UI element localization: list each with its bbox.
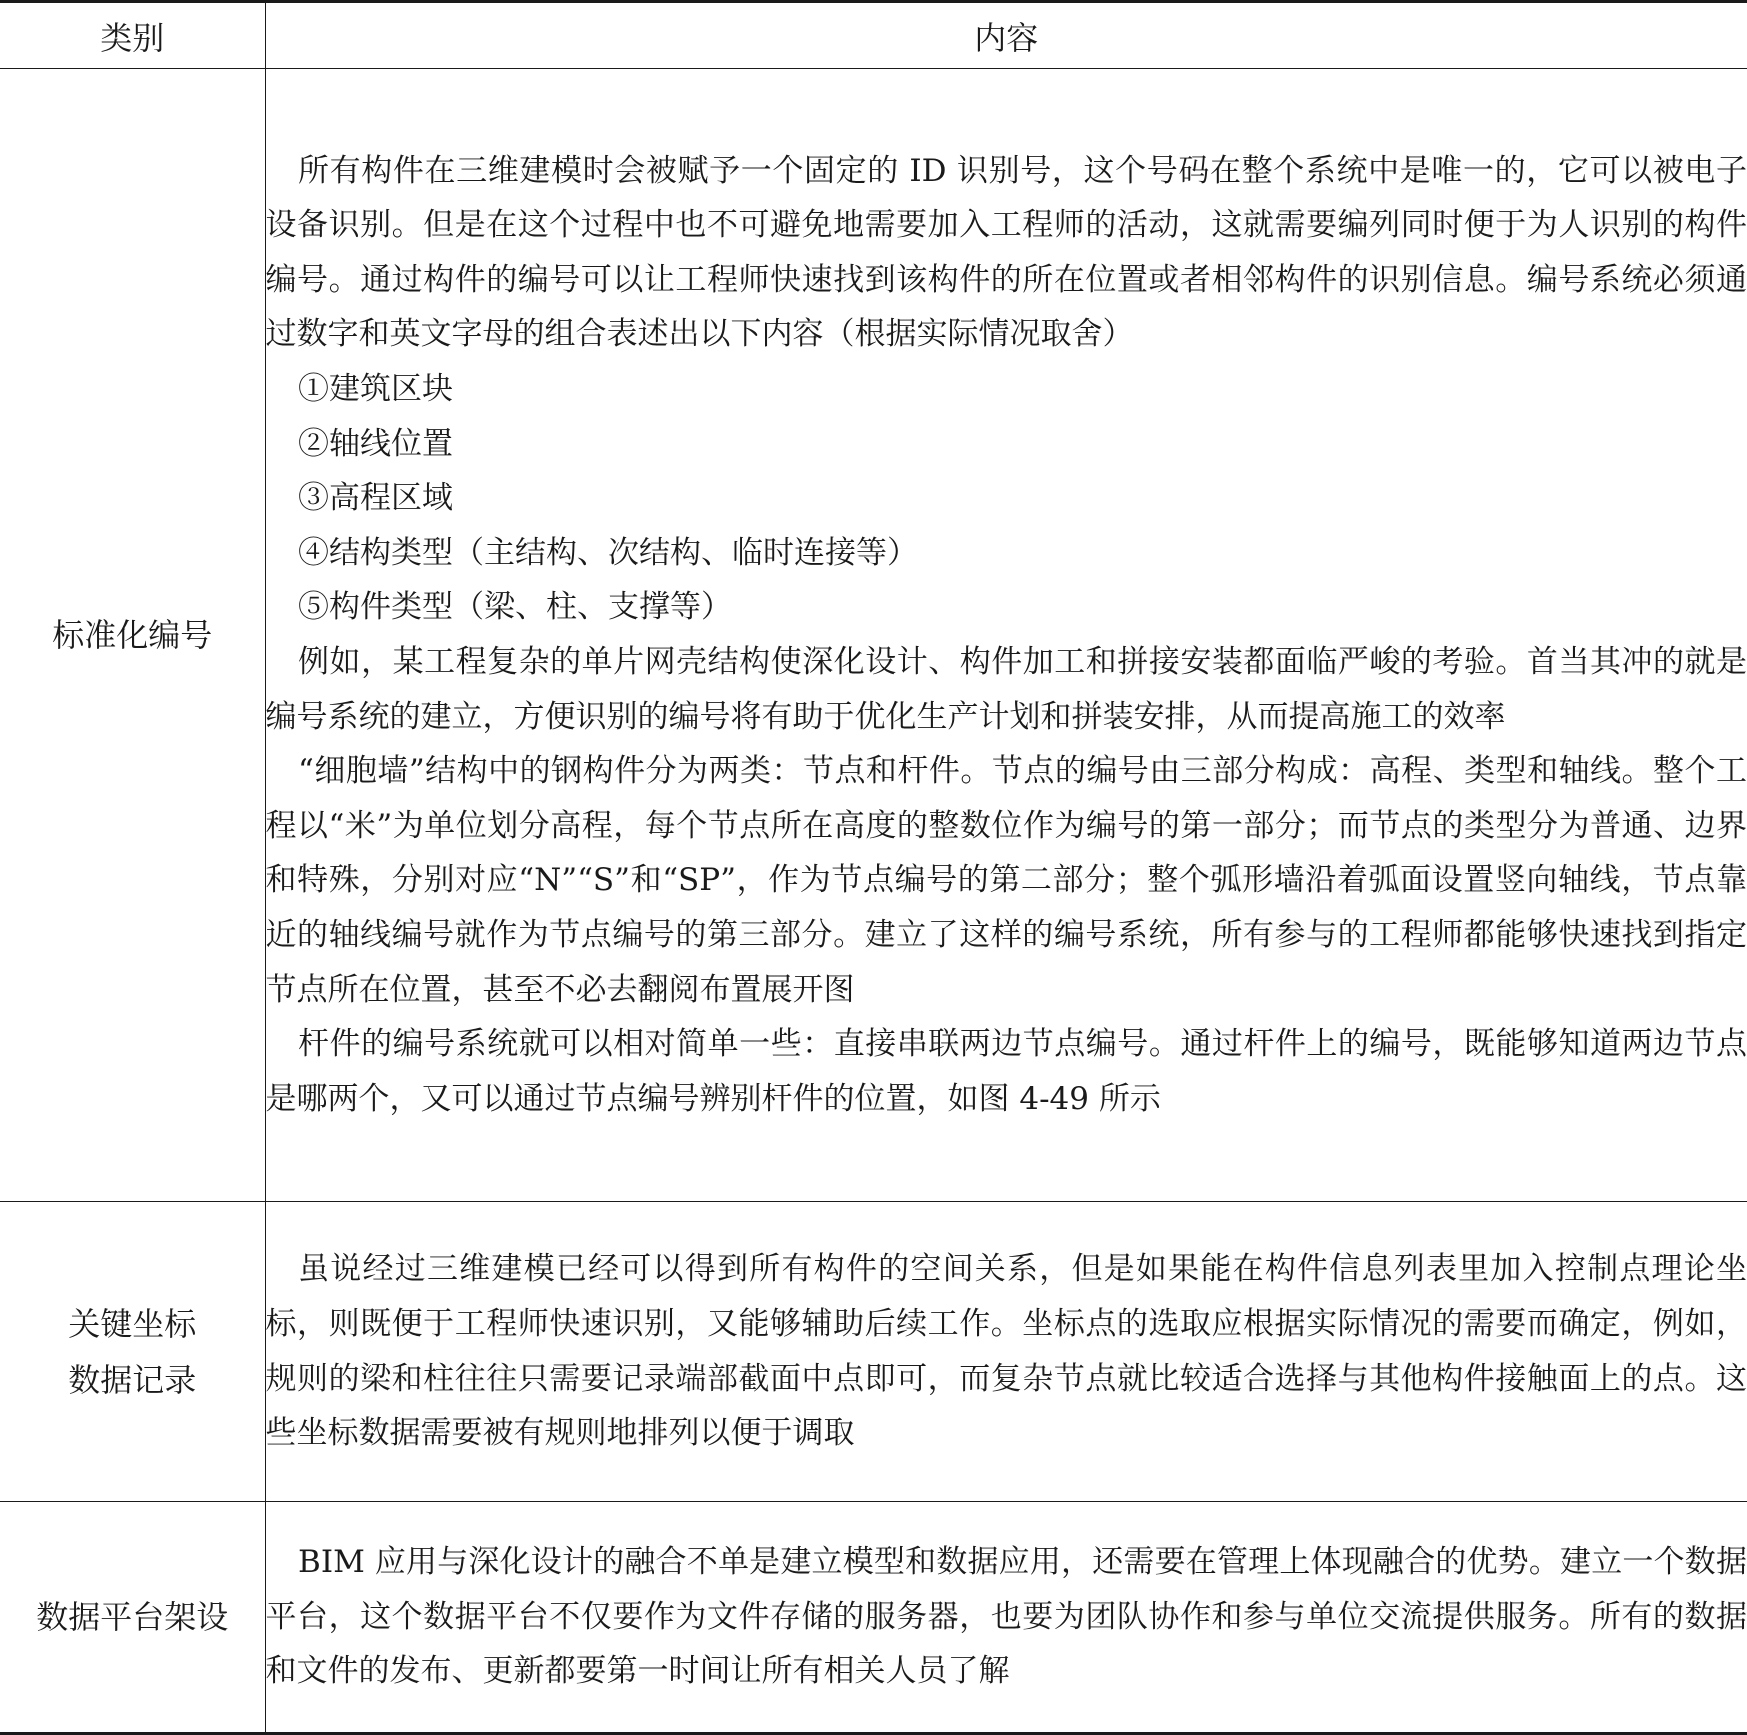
- content-paragraph: “细胞墙”结构中的钢构件分为两类：节点和杆件。节点的编号由三部分构成：高程、类型和轴线。整个工程以“米”为单位划分高程，每个节点所在高度的整数位作为编号的第一部分；而节点的类型分为普通、边界和特殊，分别对应“N”“S”和“SP”，作为节点编号的第二部分；整个弧形墙沿着弧面设置竖向轴线，节点靠近的轴线编号就作为节点编号的第三部分。建立了这样的编号系统，所有参与的工程师都能够快速找到指定节点所在位置，甚至不必去翻阅布置展开图: [266, 744, 1747, 1017]
- list-item: ①建筑区块: [266, 362, 1747, 417]
- table-row: [0, 1502, 1747, 1734]
- content-paragraph: 例如，某工程复杂的单片网壳结构使深化设计、构件加工和拼接安装都面临严峻的考验。首当其冲的就是编号系统的建立，方便识别的编号将有助于优化生产计划和拼装安排，从而提高施工的效率: [266, 635, 1747, 744]
- category-label: 数据记录: [0, 1352, 265, 1408]
- list-item: ②轴线位置: [266, 417, 1747, 472]
- category-label: 数据平台架设: [0, 1589, 265, 1645]
- content-cell: [265, 69, 1747, 1202]
- list-item: ③高程区域: [266, 471, 1747, 526]
- list-item: ④结构类型（主结构、次结构、临时连接等）: [266, 526, 1747, 581]
- category-cell: [0, 69, 265, 1202]
- content-paragraph: 所有构件在三维建模时会被赋予一个固定的 ID 识别号，这个号码在整个系统中是唯一的，它可以被电子设备识别。但是在这个过程中也不可避免地需要加入工程师的活动，这就需要编列同时便于为人识别的构件编号。通过构件的编号可以让工程师快速找到该构件的所在位置或者相邻构件的识别信息。编号系统必须通过数字和英文字母的组合表述出以下内容（根据实际情况取舍）: [266, 144, 1747, 362]
- category-cell: [0, 1202, 265, 1502]
- table-row: [0, 1202, 1747, 1502]
- content-cell: [265, 1202, 1747, 1502]
- table-header: [0, 2, 1747, 69]
- content-paragraph: 杆件的编号系统就可以相对简单一些：直接串联两边节点编号。通过杆件上的编号，既能够知道两边节点是哪两个，又可以通过节点编号辨别杆件的位置，如图 4-49 所示: [266, 1017, 1747, 1126]
- content-paragraph: BIM 应用与深化设计的融合不单是建立模型和数据应用，还需要在管理上体现融合的优势。建立一个数据平台，这个数据平台不仅要作为文件存储的服务器，也要为团队协作和参与单位交流提供服务。所有的数据和文件的发布、更新都要第一时间让所有相关人员了解: [266, 1535, 1747, 1699]
- content-paragraph: 虽说经过三维建模已经可以得到所有构件的空间关系，但是如果能在构件信息列表里加入控制点理论坐标，则既便于工程师快速识别，又能够辅助后续工作。坐标点的选取应根据实际情况的需要而确定，例如，规则的梁和柱往往只需要记录端部截面中点即可，而复杂节点就比较适合选择与其他构件接触面上的点。这些坐标数据需要被有规则地排列以便于调取: [266, 1242, 1747, 1460]
- content-cell: [265, 1502, 1747, 1734]
- list-item: ⑤构件类型（梁、柱、支撑等）: [266, 580, 1747, 635]
- header-content: 内容: [265, 2, 1747, 69]
- header-category: 类别: [0, 2, 265, 69]
- table-row: [0, 69, 1747, 1202]
- category-cell: [0, 1502, 265, 1734]
- category-label: 标准化编号: [0, 607, 265, 663]
- category-label: 关键坐标: [0, 1296, 265, 1352]
- table-body: [0, 69, 1747, 1734]
- header-row: [0, 2, 1747, 69]
